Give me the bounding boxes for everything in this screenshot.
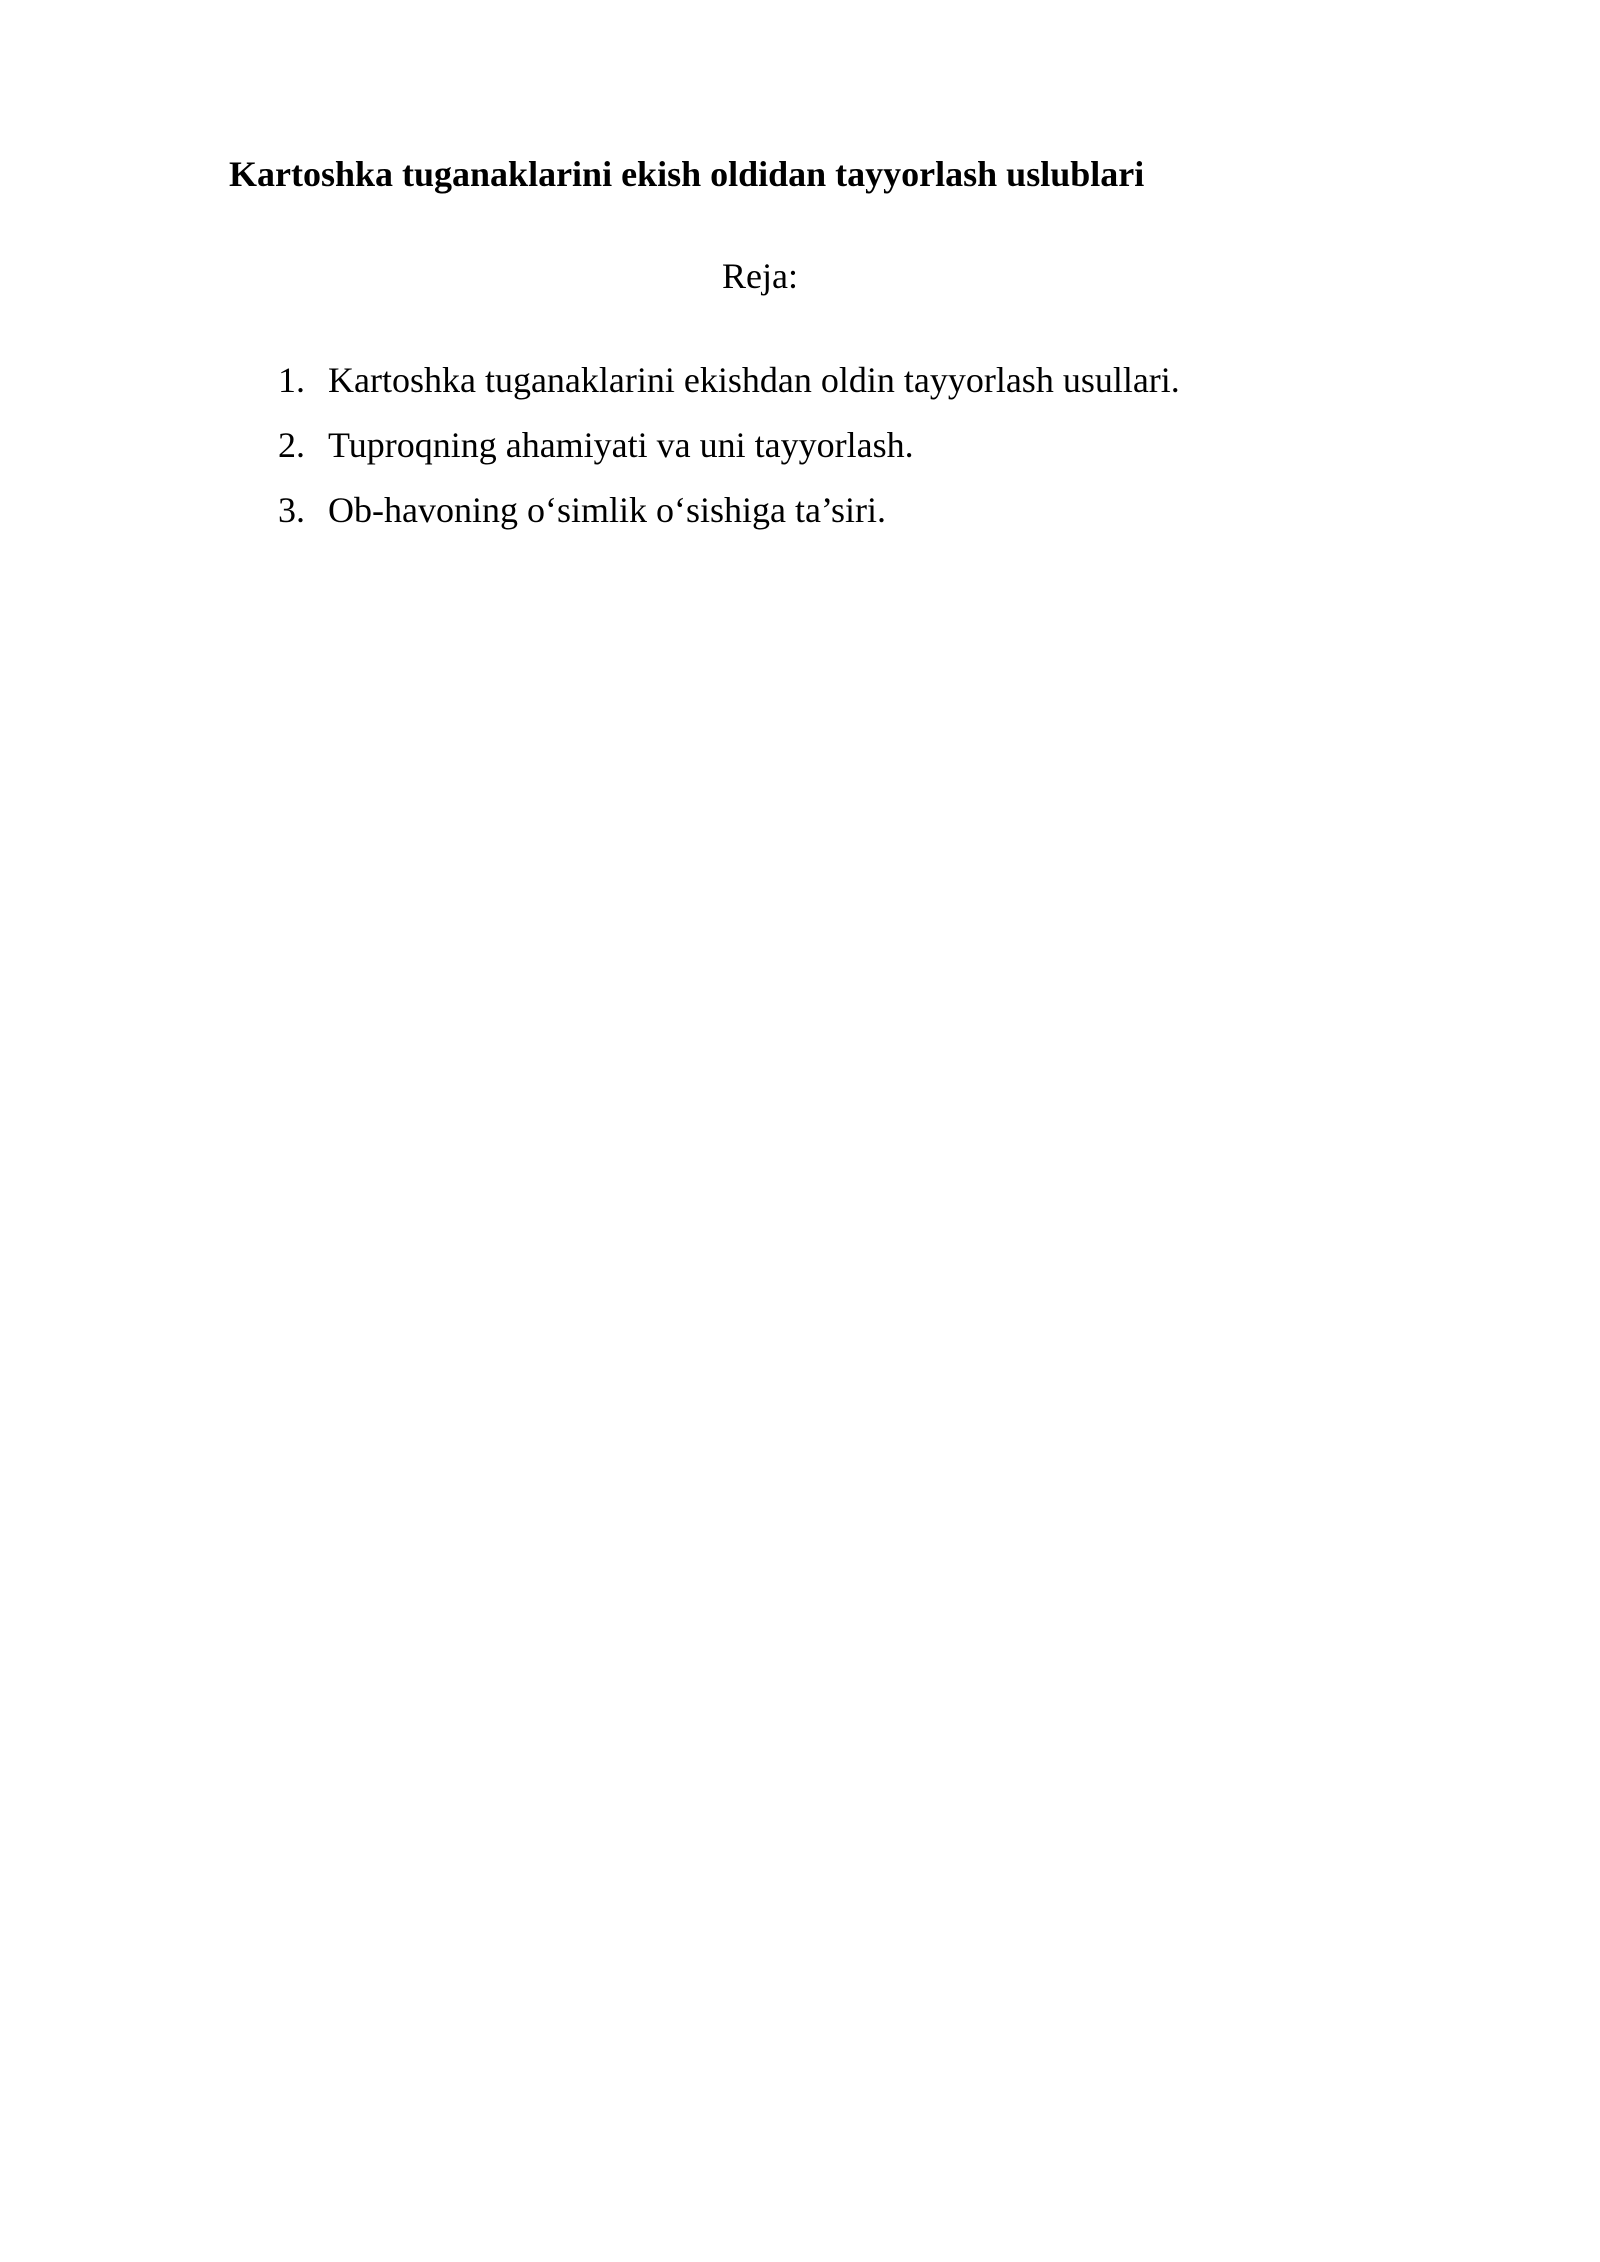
plan-item-text: Ob-havoning o‘simlik o‘sishiga ta’siri. xyxy=(328,490,886,530)
plan-list-item xyxy=(278,356,1180,404)
plan-list-item xyxy=(278,486,1180,534)
plan-item-number: 1. xyxy=(278,360,305,400)
plan-item-text: Tuproqning ahamiyati va uni tayyorlash. xyxy=(328,425,914,465)
plan-list xyxy=(278,356,1180,551)
plan-item-number: 2. xyxy=(278,425,305,465)
plan-item-text: Kartoshka tuganaklarini ekishdan oldin tayyorlash usullari. xyxy=(328,360,1180,400)
plan-list-item xyxy=(278,421,1180,469)
plan-item-number: 3. xyxy=(278,490,305,530)
plan-heading: Reja: xyxy=(722,256,798,296)
document-title: Kartoshka tuganaklarini ekish oldidan tayyorlash uslublari xyxy=(229,154,1145,194)
